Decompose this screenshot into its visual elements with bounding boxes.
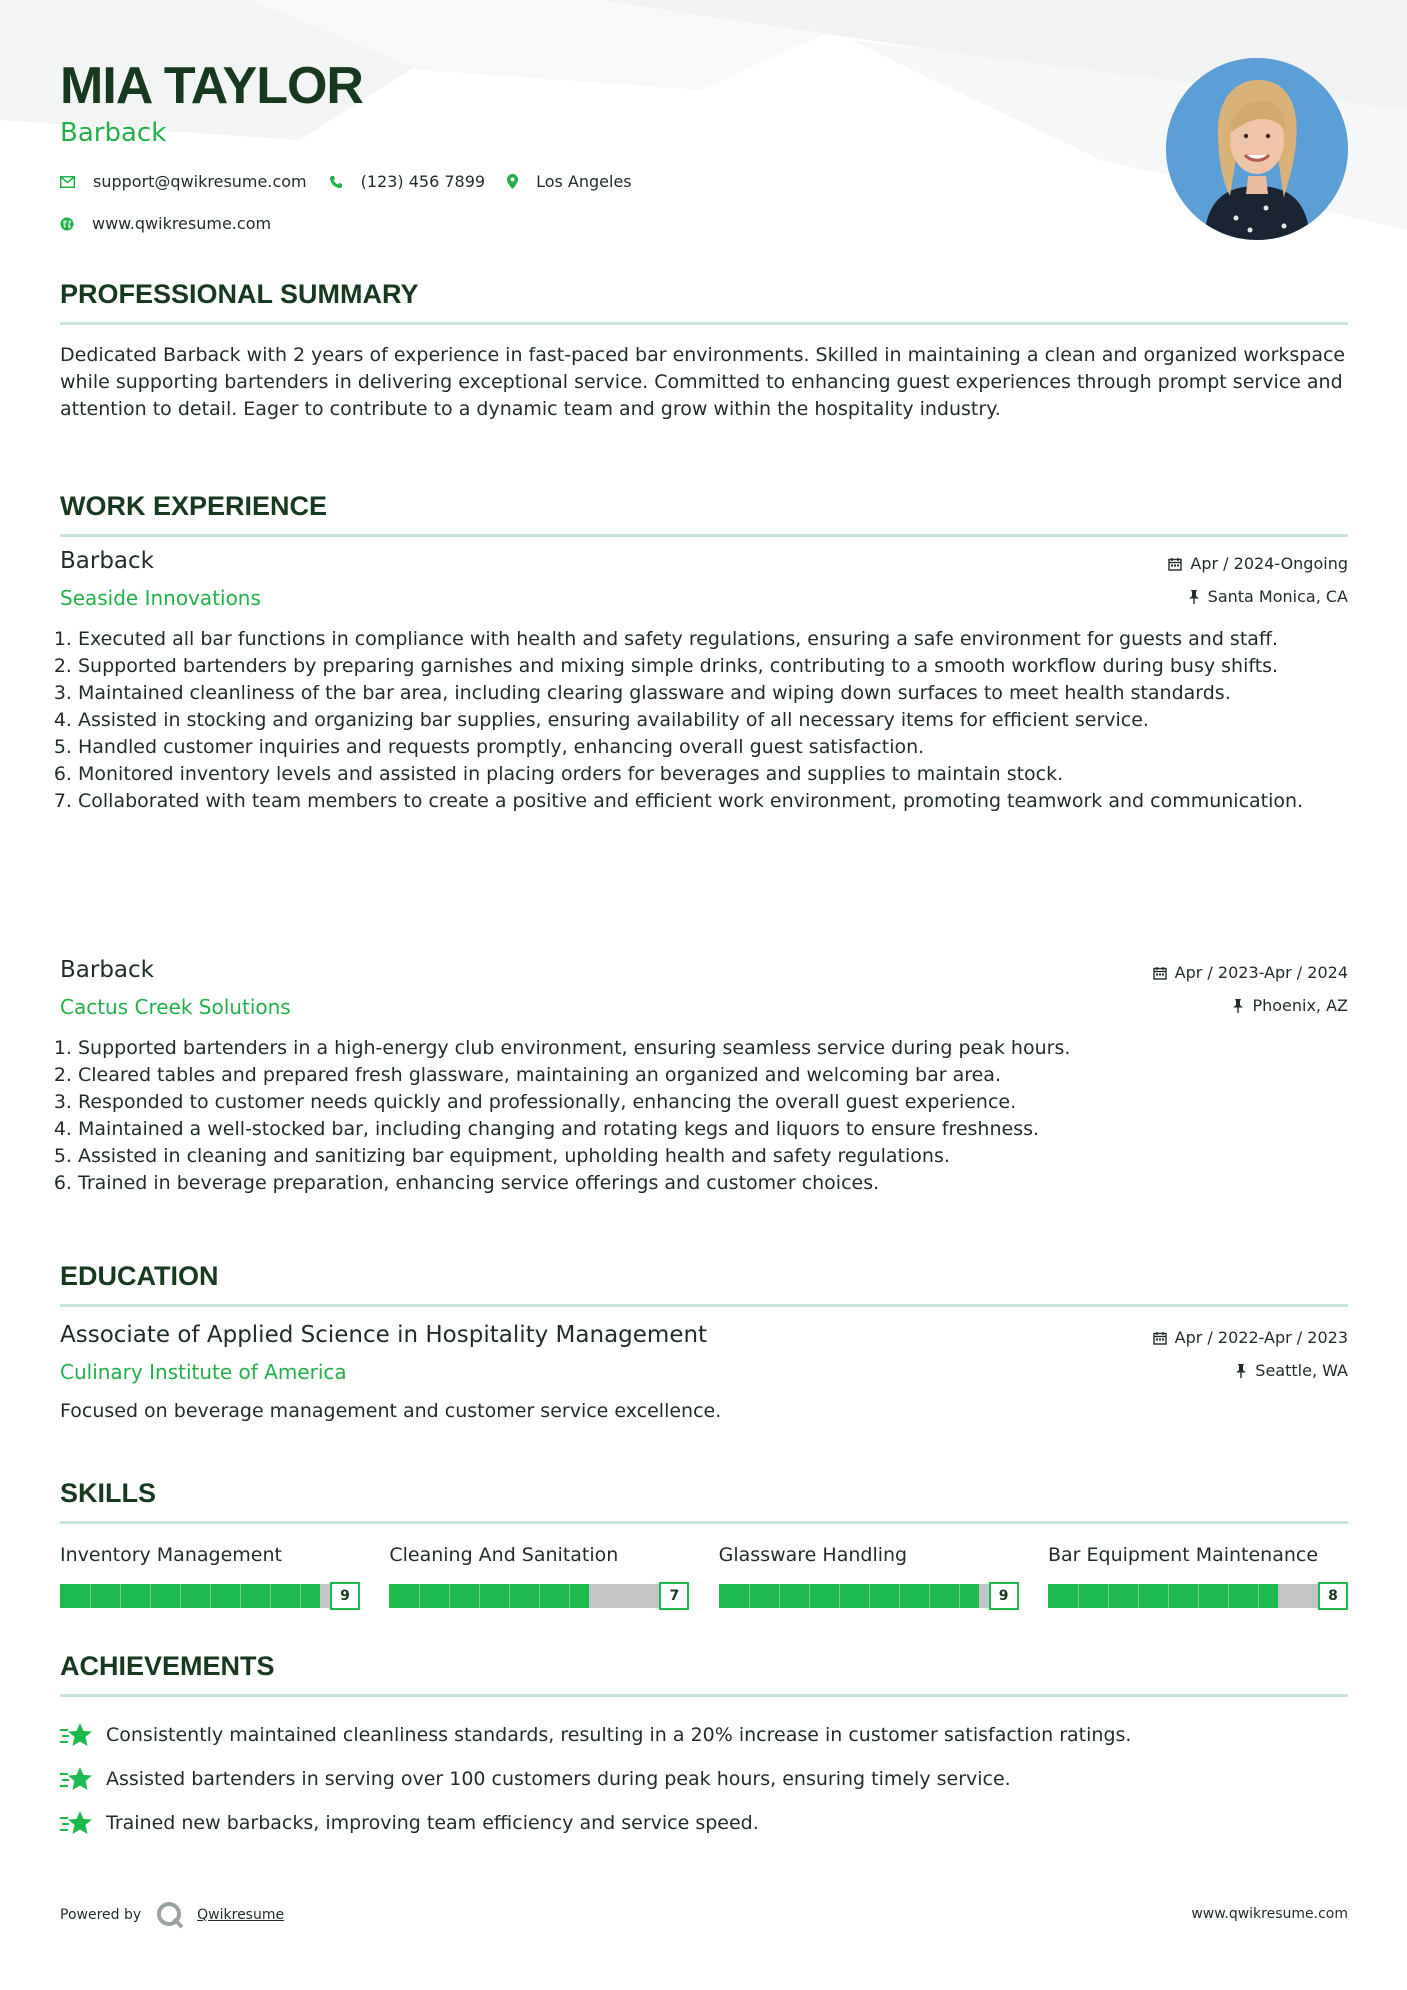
degree-title: Associate of Applied Science in Hospitality Management xyxy=(60,1322,708,1348)
skill-score: 8 xyxy=(1318,1582,1348,1610)
education-date xyxy=(1153,1328,1348,1347)
list-item: 4. Assisted in stocking and organizing bar supplies, ensuring availability of all necessary items for efficient service. xyxy=(78,707,1348,734)
page-footer xyxy=(60,1900,1348,1930)
skill-bar-segment xyxy=(1138,1584,1139,1608)
skill-bar-segment xyxy=(779,1584,780,1608)
achievements-section xyxy=(60,1648,1348,1845)
email-item[interactable] xyxy=(60,172,307,191)
list-item: 3. Responded to customer needs quickly and professionally, enhancing the overall guest experience. xyxy=(78,1089,1348,1116)
phone-item[interactable] xyxy=(329,172,485,191)
skill-bar-segment xyxy=(270,1584,271,1608)
list-item: 7. Collaborated with team members to create a positive and efficient work environment, promoting teamwork and communication. xyxy=(78,788,1348,815)
location-text: Los Angeles xyxy=(536,172,632,191)
skill-bar-segment xyxy=(449,1584,450,1608)
skill-bar-segment xyxy=(300,1584,301,1608)
website-row xyxy=(60,214,293,233)
experience-heading: WORK EXPERIENCE xyxy=(60,491,328,521)
skills-section xyxy=(60,1475,1348,1610)
location-item xyxy=(507,172,632,191)
job-location xyxy=(1232,996,1348,1015)
education-description: Focused on beverage management and customer service excellence. xyxy=(60,1400,722,1422)
email-text: support@qwikresume.com xyxy=(93,172,307,191)
job-location xyxy=(1188,587,1348,606)
calendar-icon xyxy=(1153,1331,1167,1345)
candidate-name: MIA TAYLOR xyxy=(60,57,363,115)
pushpin-icon xyxy=(1232,999,1244,1013)
skill-bar-segment xyxy=(1168,1584,1169,1608)
website-item[interactable] xyxy=(60,214,271,233)
job-date xyxy=(1153,963,1348,982)
section-divider xyxy=(60,1304,1348,1307)
list-item: 1. Supported bartenders in a high-energy club environment, ensuring seamless service during peak hours. xyxy=(78,1035,1348,1062)
section-divider xyxy=(60,1694,1348,1697)
education-location xyxy=(1235,1361,1348,1380)
list-item: 6. Monitored inventory levels and assisted in placing orders for beverages and supplies to maintain stock. xyxy=(78,761,1348,788)
skill-bar-segment xyxy=(210,1584,211,1608)
skill-bar-segment xyxy=(539,1584,540,1608)
skill-name: Bar Equipment Maintenance xyxy=(1047,1544,1319,1566)
globe-icon xyxy=(60,217,74,231)
list-item: 6. Trained in beverage preparation, enhancing service offerings and customer choices. xyxy=(78,1170,1348,1197)
skill-level-bar xyxy=(1048,1582,1348,1610)
job-date xyxy=(1168,554,1348,573)
skill-name: Inventory Management xyxy=(60,1544,282,1566)
list-item: 5. Handled customer inquiries and requests promptly, enhancing overall guest satisfaction. xyxy=(78,734,1348,761)
job-responsibilities xyxy=(60,626,1348,815)
skill-bar-segment xyxy=(1228,1584,1229,1608)
skill-bar-segment xyxy=(749,1584,750,1608)
skill-score: 9 xyxy=(989,1582,1019,1610)
achievements-heading: ACHIEVEMENTS xyxy=(60,1651,275,1681)
skill-bar-segment xyxy=(509,1584,510,1608)
skill-bar-fill xyxy=(60,1584,320,1608)
calendar-icon xyxy=(1168,557,1182,571)
skill-bar-fill xyxy=(1048,1584,1278,1608)
skill-name: Cleaning And Sanitation xyxy=(389,1544,619,1566)
skill-item xyxy=(60,1544,360,1610)
skill-score: 9 xyxy=(330,1582,360,1610)
list-item: 4. Maintained a well-stocked bar, including changing and rotating kegs and liquors to ensure freshness. xyxy=(78,1116,1348,1143)
skill-level-bar xyxy=(719,1582,1019,1610)
skill-bar-segment xyxy=(809,1584,810,1608)
achievement-text: Trained new barbacks, improving team efficiency and service speed. xyxy=(106,1812,759,1834)
skill-bar-segment xyxy=(959,1584,960,1608)
education-date-text: Apr / 2022-Apr / 2023 xyxy=(1174,1328,1348,1347)
achievements-list xyxy=(60,1713,1348,1845)
section-divider xyxy=(60,322,1348,325)
skill-item xyxy=(719,1544,1019,1610)
skill-level-bar xyxy=(389,1582,689,1610)
job-date-text: Apr / 2023-Apr / 2024 xyxy=(1174,963,1348,982)
job-date-text: Apr / 2024-Ongoing xyxy=(1190,554,1348,573)
skill-bar-segment xyxy=(240,1584,241,1608)
list-item: 1. Executed all bar functions in compliance with health and safety regulations, ensuring a safe environment for guests and staff. xyxy=(78,626,1348,653)
powered-by-label: Powered by xyxy=(60,1907,142,1923)
footer-website[interactable]: www.qwikresume.com xyxy=(1191,1906,1348,1922)
job-location-text: Phoenix, AZ xyxy=(1252,996,1348,1015)
skill-bar-segment xyxy=(419,1584,420,1608)
calendar-icon xyxy=(1153,966,1167,980)
skill-bar-segment xyxy=(1078,1584,1079,1608)
profile-photo xyxy=(1166,58,1348,240)
skill-bar-segment xyxy=(569,1584,570,1608)
skill-bar-segment xyxy=(869,1584,870,1608)
achievement-item xyxy=(60,1801,1348,1845)
achievement-text: Assisted bartenders in serving over 100 customers during peak hours, ensuring timely service. xyxy=(106,1768,1011,1790)
skill-bar-segment xyxy=(899,1584,900,1608)
summary-section xyxy=(60,276,1348,423)
brand-link[interactable]: Qwikresume xyxy=(197,1907,285,1923)
skill-bar-segment xyxy=(180,1584,181,1608)
education-heading: EDUCATION xyxy=(60,1261,219,1291)
qwikresume-logo-icon xyxy=(155,1900,185,1930)
portrait-image xyxy=(1166,58,1348,240)
candidate-title: Barback xyxy=(60,118,167,148)
skill-bar-segment xyxy=(1198,1584,1199,1608)
star-icon xyxy=(60,1766,92,1792)
skill-bar-segment xyxy=(120,1584,121,1608)
skill-level-bar xyxy=(60,1582,360,1610)
skills-heading: SKILLS xyxy=(60,1478,157,1508)
skill-bar-segment xyxy=(839,1584,840,1608)
list-item: 5. Assisted in cleaning and sanitizing bar equipment, upholding health and safety regulations. xyxy=(78,1143,1348,1170)
achievement-item xyxy=(60,1713,1348,1757)
skill-score: 7 xyxy=(659,1582,689,1610)
job-company: Seaside Innovations xyxy=(60,586,261,610)
achievement-text: Consistently maintained cleanliness standards, resulting in a 20% increase in customer satisfaction ratings. xyxy=(106,1724,1132,1746)
star-icon xyxy=(60,1810,92,1836)
summary-text: Dedicated Barback with 2 years of experience in fast-paced bar environments. Skilled in maintaining a clean and organized workspace while supporting bartenders in delivering exceptional service. Committed to enhancing guest experiences through prompt service and attention to detail. Eager to contribute to a dynamic team and grow within the hospitality industry. xyxy=(60,344,1346,420)
skill-bar-segment xyxy=(1108,1584,1109,1608)
skill-bar-segment xyxy=(479,1584,480,1608)
job-responsibilities xyxy=(60,1035,1348,1197)
phone-icon xyxy=(329,175,343,189)
job-location-text: Santa Monica, CA xyxy=(1207,587,1348,606)
map-pin-icon xyxy=(507,174,518,189)
contact-row xyxy=(60,172,654,191)
summary-heading: PROFESSIONAL SUMMARY xyxy=(60,279,419,309)
phone-text: (123) 456 7899 xyxy=(360,172,486,191)
job-title: Barback xyxy=(60,548,154,574)
list-item: 2. Supported bartenders by preparing garnishes and mixing simple drinks, contributing to a smooth workflow during busy shifts. xyxy=(78,653,1348,680)
star-icon xyxy=(60,1722,92,1748)
school-name: Culinary Institute of America xyxy=(60,1360,347,1384)
skill-bar-segment xyxy=(929,1584,930,1608)
achievement-item xyxy=(60,1757,1348,1801)
skill-bar-segment xyxy=(1258,1584,1259,1608)
experience-section xyxy=(60,488,1348,537)
skill-bar-fill xyxy=(719,1584,979,1608)
skill-name: Glassware Handling xyxy=(718,1544,908,1566)
envelope-icon xyxy=(60,176,75,188)
list-item: 2. Cleared tables and prepared fresh glassware, maintaining an organized and welcoming bar area. xyxy=(78,1062,1348,1089)
pushpin-icon xyxy=(1235,1364,1247,1378)
list-item: 3. Maintained cleanliness of the bar area, including clearing glassware and wiping down surfaces to meet health standards. xyxy=(78,680,1348,707)
skill-bar-segment xyxy=(150,1584,151,1608)
job-title: Barback xyxy=(60,957,154,983)
education-location-text: Seattle, WA xyxy=(1255,1361,1348,1380)
skill-bar-segment xyxy=(90,1584,91,1608)
skill-item xyxy=(389,1544,689,1610)
pushpin-icon xyxy=(1188,590,1200,604)
website-text: www.qwikresume.com xyxy=(92,214,272,233)
skill-item xyxy=(1048,1544,1348,1610)
section-divider xyxy=(60,534,1348,537)
powered-by xyxy=(60,1900,284,1930)
job-company: Cactus Creek Solutions xyxy=(60,995,291,1019)
skills-grid xyxy=(60,1544,1348,1610)
section-divider xyxy=(60,1521,1348,1524)
education-section xyxy=(60,1258,1348,1307)
